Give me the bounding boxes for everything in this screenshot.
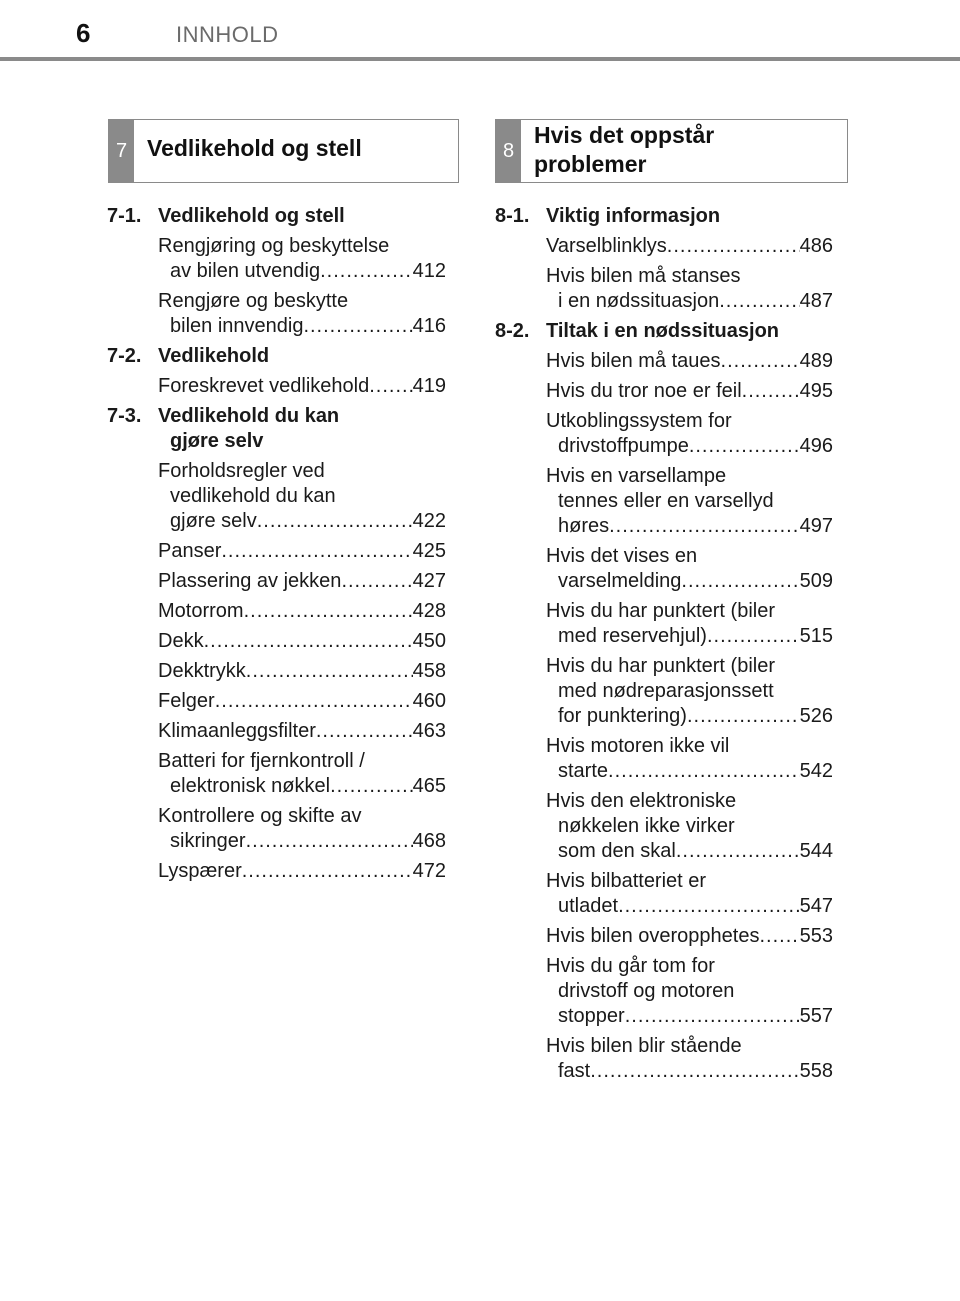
toc-entry[interactable] [107,689,446,714]
toc-entry[interactable] [495,349,833,374]
page-ref: 425 [412,540,446,562]
toc-entry-body [158,374,446,399]
toc-entry[interactable] [107,629,446,654]
toc-entry[interactable] [495,654,833,729]
dot-leader [316,719,413,744]
page-ref: 422 [412,510,446,532]
toc-entry-body [158,659,446,684]
page-ref: 496 [799,435,833,457]
toc-entry[interactable] [495,734,833,784]
toc-entry[interactable] [107,804,446,854]
toc-entry-line: drivstoffpumpe [558,435,689,457]
toc-entry-line: vedlikehold du kan [170,485,336,507]
subsection-heading[interactable] [495,204,833,229]
toc-entry-line: Plassering av jekken [158,570,342,592]
toc-entry-last-line [158,829,446,854]
toc-column-8 [495,204,833,1089]
section-title-line: Hvis det oppstår [534,122,715,148]
toc-entry-body [158,629,446,654]
toc-entry-body [158,719,446,744]
toc-entry-last-line [546,289,833,314]
dot-leader [618,894,800,919]
toc-entry-line: sikringer [170,830,246,852]
toc-entry-line: gjøre selv [170,510,257,532]
toc-entry[interactable] [495,379,833,404]
subsection-title-line: Vedlikehold du kan [158,405,340,427]
page-ref: 463 [412,720,446,742]
toc-entry-line: Kontrollere og skifte av [158,805,362,827]
dot-leader [320,259,413,284]
page-ref: 547 [799,895,833,917]
subsection-title-line: Vedlikehold [158,345,270,367]
toc-entry-line: Forholdsregler ved [158,460,325,482]
toc-entry-body [158,569,446,594]
toc-entry[interactable] [495,599,833,649]
toc-entry-line: Hvis bilbatteriet er [546,870,707,892]
dot-leader [719,289,799,314]
subsection-heading[interactable] [107,204,446,229]
subsection-number: 7-2. [107,345,142,367]
page-ref: 486 [799,235,833,257]
toc-entry-line: stopper [558,1005,625,1027]
page-ref: 419 [412,375,446,397]
dot-leader [221,539,412,564]
toc-entry-line: Hvis motoren ikke vil [546,735,730,757]
toc-entry-line: Varselblinklys [546,235,667,257]
toc-entry-last-line [546,1059,833,1084]
dot-leader [257,509,413,534]
toc-entry-line: Hvis en varsellampe [546,465,727,487]
toc-entry-line: Foreskrevet vedlikehold [158,375,370,397]
page-ref: 416 [412,315,446,337]
toc-entry-line: drivstoff og motoren [558,980,735,1002]
toc-entry-line: Hvis bilen må taues [546,350,721,372]
dot-leader [204,629,413,654]
toc-entry-body [546,599,833,649]
dot-leader [369,374,412,399]
toc-entry[interactable] [107,749,446,799]
toc-entry-last-line [546,894,833,919]
dot-leader [246,829,413,854]
subsection-title-line: Tiltak i en nødssituasjon [546,320,780,342]
subsection-title [158,344,269,369]
dot-leader [246,659,413,684]
page-ref: 460 [412,690,446,712]
page-ref: 487 [799,290,833,312]
toc-entry-line: Utkoblingssystem for [546,410,732,432]
toc-entry[interactable] [495,869,833,919]
page-ref: 472 [412,860,446,882]
toc-entry[interactable] [107,234,446,284]
toc-entry-last-line [546,349,833,374]
toc-entry-body [158,599,446,624]
toc-entry-line: Dekk [158,630,204,652]
subsection-number: 7-1. [107,205,142,227]
toc-entry-line: varselmelding [558,570,682,592]
page-ref: 526 [799,705,833,727]
toc-entry-body [546,464,833,539]
page-ref: 428 [412,600,446,622]
toc-entry-line: Hvis du har punktert (biler [546,600,775,622]
toc-entry-last-line [158,599,446,624]
toc-entry-line: Hvis du tror noe er feil [546,380,742,402]
toc-entry-body [546,349,833,374]
toc-entry-line: Rengjøring og beskyttelse [158,235,390,257]
toc-entry-body [158,539,446,564]
dot-leader [707,624,800,649]
toc-entry-body [158,859,446,884]
toc-entry-line: i en nødssituasjon [558,290,720,312]
toc-entry-line: starte [558,760,609,782]
toc-entry-body [546,789,833,864]
section-title [534,121,714,179]
page-header [0,0,960,62]
page-ref: 557 [799,1005,833,1027]
toc-entry-line: av bilen utvendig [170,260,321,282]
toc-entry[interactable] [495,234,833,259]
page-ref: 465 [412,775,446,797]
toc-entry-last-line [158,374,446,399]
dot-leader [687,704,800,729]
dot-leader [608,759,800,784]
toc-entry-last-line [546,434,833,459]
toc-entry-line: som den skal [558,840,676,862]
toc-entry-body [158,749,446,799]
toc-entry-line: Rengjøre og beskytte [158,290,349,312]
subsection-title-line: Vedlikehold og stell [158,205,345,227]
dot-leader [689,434,800,459]
toc-column-7 [107,204,446,889]
subsection-title [158,404,339,454]
subsection-title [546,204,720,229]
dot-leader [667,234,800,259]
section-number: 7 [109,120,134,182]
dot-leader [244,599,413,624]
header-divider [0,57,960,61]
toc-entry-last-line [546,924,833,949]
page-ref: 542 [799,760,833,782]
page-ref: 427 [412,570,446,592]
toc-entry[interactable] [107,289,446,339]
toc-entry[interactable] [495,789,833,864]
toc-entry-body [546,654,833,729]
toc-entry-line: elektronisk nøkkel [170,775,331,797]
header-title: INNHOLD [176,22,279,47]
dot-leader [590,1059,799,1084]
toc-entry[interactable] [107,569,446,594]
dot-leader [681,569,799,594]
dot-leader [242,859,413,884]
toc-entry-last-line [546,759,833,784]
page-ref: 495 [799,380,833,402]
toc-entry[interactable] [107,374,446,399]
toc-entry-line: Hvis du har punktert (biler [546,655,775,677]
toc-entry-line: for punktering) [558,705,687,727]
toc-entry-line: Hvis bilen blir stående [546,1035,742,1057]
toc-entry-line: Dekktrykk [158,660,246,682]
section-title [147,135,362,162]
dot-leader [625,1004,800,1029]
toc-entry[interactable] [107,539,446,564]
toc-entry-last-line [158,629,446,654]
toc-entry[interactable] [107,599,446,624]
toc-entry-body [158,804,446,854]
section-title-line: Vedlikehold og stell [147,135,362,161]
page-ref: 515 [799,625,833,647]
toc-entry[interactable] [107,459,446,534]
page-ref: 489 [799,350,833,372]
toc-entry-last-line [158,569,446,594]
toc-entry-last-line [546,1004,833,1029]
toc-entry-last-line [158,539,446,564]
toc-entry-last-line [158,719,446,744]
subsection-number: 8-1. [495,205,530,227]
toc-entry-line: høres [558,515,610,537]
toc-entry-body [546,409,833,459]
section-7-box[interactable] [108,119,459,183]
toc-entry[interactable] [107,859,446,884]
toc-entry-last-line [546,624,833,649]
toc-entry-last-line [158,659,446,684]
toc-entry-body [546,869,833,919]
subsection-title-line: gjøre selv [170,430,264,452]
toc-entry-line: utladet [558,895,619,917]
dot-leader [676,839,800,864]
toc-entry-body [158,289,446,339]
dot-leader [721,349,800,374]
subsection-heading[interactable] [107,404,446,454]
toc-entry-last-line [158,509,446,534]
toc-entry-last-line [158,859,446,884]
section-title-line: problemer [534,151,647,177]
toc-entry-line: tennes eller en varsellyd [558,490,774,512]
page-ref: 544 [799,840,833,862]
subsection-title-line: Viktig informasjon [546,205,721,227]
toc-entry[interactable] [495,1034,833,1084]
section-8-box[interactable] [495,119,848,183]
page-ref: 458 [412,660,446,682]
subsection-heading[interactable] [107,344,446,369]
toc-entry-body [546,264,833,314]
toc-entry-line: Hvis den elektroniske [546,790,737,812]
toc-entry[interactable] [495,924,833,949]
toc-entry-last-line [158,259,446,284]
toc-entry-line: fast [558,1060,591,1082]
page-ref: 509 [799,570,833,592]
subsection-heading[interactable] [495,319,833,344]
page-ref: 558 [799,1060,833,1082]
subsection-title [546,319,779,344]
page-ref: 553 [799,925,833,947]
toc-entry-line: Lyspærer [158,860,242,882]
toc-entry[interactable] [495,409,833,459]
toc-entry-last-line [546,379,833,404]
toc-entry-line: Hvis det vises en [546,545,698,567]
toc-entry-line: Klimaanleggsfilter [158,720,316,742]
toc-entry-body [546,924,833,949]
toc-entry-line: Hvis bilen må stanses [546,265,741,287]
toc-entry-last-line [546,704,833,729]
toc-entry-body [158,459,446,534]
dot-leader [215,689,413,714]
dot-leader [341,569,412,594]
toc-entry-line: Motorrom [158,600,244,622]
subsection-number: 7-3. [107,405,142,427]
toc-entry-body [546,954,833,1029]
toc-entry-body [546,379,833,404]
toc-entry[interactable] [495,464,833,539]
toc-entry-line: Batteri for fjernkontroll / [158,750,365,772]
toc-entry-body [546,544,833,594]
page-number: 6 [76,18,91,48]
toc-entry-line: Panser [158,540,222,562]
dot-leader [330,774,413,799]
subsection-number: 8-2. [495,320,530,342]
toc-entry-body [158,234,446,284]
section-number: 8 [496,120,521,182]
toc-entry[interactable] [107,659,446,684]
toc-entry[interactable] [107,719,446,744]
toc-entry-body [546,1034,833,1084]
toc-entry-line: med reservehjul) [558,625,707,647]
dot-leader [742,379,800,404]
toc-entry[interactable] [495,264,833,314]
dot-leader [609,514,800,539]
toc-entry-last-line [546,514,833,539]
toc-entry[interactable] [495,544,833,594]
toc-entry-line: med nødreparasjonssett [558,680,774,702]
subsection-title [158,204,345,229]
toc-entry[interactable] [495,954,833,1029]
page-ref: 497 [799,515,833,537]
toc-entry-body [546,234,833,259]
toc-entry-last-line [158,314,446,339]
toc-entry-last-line [546,569,833,594]
toc-entry-line: bilen innvendig [170,315,304,337]
toc-entry-body [546,734,833,784]
dot-leader [759,924,799,949]
toc-entry-last-line [158,689,446,714]
dot-leader [303,314,412,339]
page-ref: 412 [412,260,446,282]
toc-entry-line: Felger [158,690,215,712]
toc-entry-last-line [546,234,833,259]
toc-entry-line: Hvis du går tom for [546,955,715,977]
toc-entry-body [158,689,446,714]
toc-entry-last-line [158,774,446,799]
page-ref: 468 [412,830,446,852]
toc-entry-line: nøkkelen ikke virker [558,815,735,837]
toc-entry-line: Hvis bilen overopphetes [546,925,760,947]
toc-entry-last-line [546,839,833,864]
page-ref: 450 [412,630,446,652]
